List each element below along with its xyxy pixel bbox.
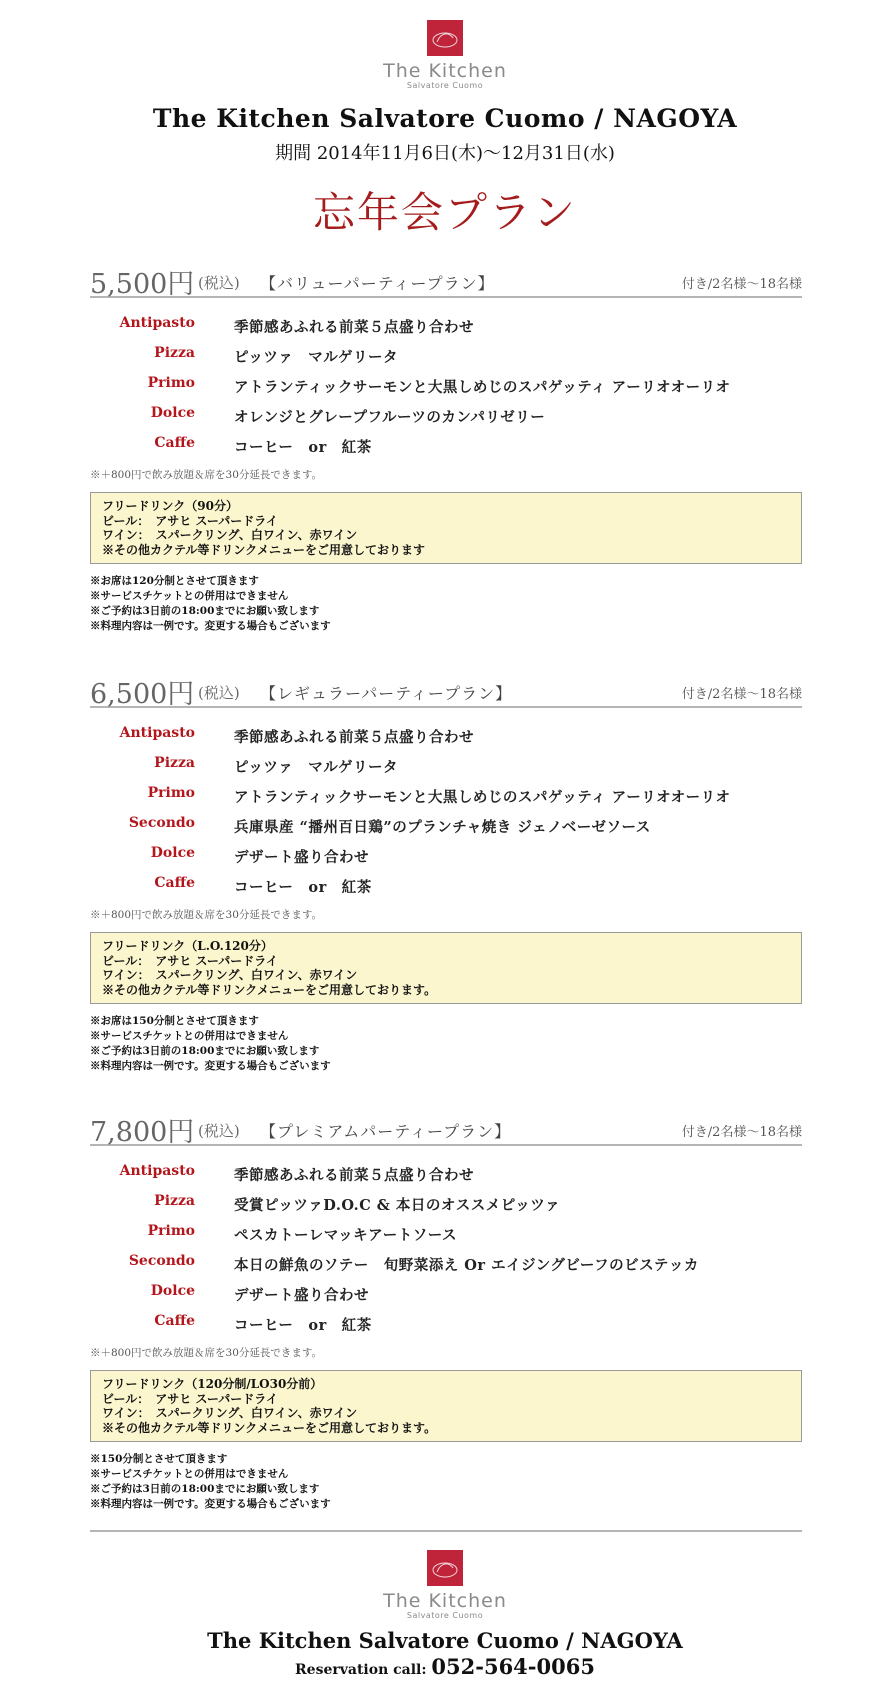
course-dish: アトランティックサーモンと大黒しめじのスパゲッティ アーリオオーリオ [234,379,731,396]
extension-note: ※＋800円で飲み放題＆席を30分延長できます。 [90,909,323,921]
drink-line: フリードリンク（90分） [102,499,238,513]
footer-logo [0,1550,890,1620]
plan-name: 【プレミアムパーティープラン】 [260,1122,512,1141]
logo-brand: The Kitchen [383,1590,507,1612]
plan-header [90,672,802,708]
course-dish: 本日の鮮魚のソテー 旬野菜添え Or エイジングビーフのビステッカ [234,1257,699,1274]
plan-notes [90,574,802,634]
note-line: ※料理内容は一例です。変更する場合もございます [90,620,331,632]
course-dolce [90,839,802,869]
course-dish: コーヒー or 紅茶 [234,439,372,456]
venue-title: The Kitchen Salvatore Cuomo / NAGOYA [152,104,738,133]
plan-price: 5,500円 [90,269,195,300]
course-label: Caffe [154,875,195,891]
extension-note: ※＋800円で飲み放題＆席を30分延長できます。 [90,1347,323,1359]
course-dish: コーヒー or 紅茶 [234,1317,372,1334]
course-label: Antipasto [119,1163,195,1179]
course-dish: ピッツァ マルゲリータ [234,349,398,366]
drink-line: ビール： アサヒ スーパードライ [102,513,278,528]
plan-name: 【バリューパーティープラン】 [260,274,495,293]
drink-line: ワイン： スパークリング、白ワイン、赤ワイン [102,1406,358,1420]
course-label: Caffe [154,435,195,451]
free-drink-box [90,932,802,1004]
course-secondo [90,1247,802,1277]
course-label: Primo [147,375,195,391]
plan-premium [90,1110,802,1512]
plan-guests: 付き/2名様〜18名様 [681,687,802,702]
page-title: 忘年会プラン [312,188,577,237]
course-primo [90,369,802,399]
course-dish: 受賞ピッツァD.O.C & 本日のオススメピッツァ [234,1197,561,1214]
logo-mark-icon [427,1550,463,1586]
note-line: ※サービスチケットとの併用はできません [90,590,289,602]
extension-note: ※＋800円で飲み放題＆席を30分延長できます。 [90,469,323,481]
course-pizza [90,339,802,369]
course-label: Antipasto [119,315,195,331]
call-label: Reservation call: [295,1662,432,1678]
plan-tax: (税込) [198,1122,240,1140]
drink-line: ワイン： スパークリング、白ワイン、赤ワイン [102,528,358,542]
course-pizza [90,1187,802,1217]
logo-mark-icon [427,20,463,56]
course-antipasto [90,309,802,339]
plan-tax: (税込) [198,684,240,702]
course-dish: オレンジとグレープフルーツのカンパリゼリー [234,409,546,426]
drink-line: ※その他カクテル等ドリンクメニューをご用意しております。 [102,1420,437,1435]
note-line: ※ご予約は3日前の18:00までにお願い致します [90,1483,320,1495]
course-secondo [90,809,802,839]
free-drink-box [90,1370,802,1442]
course-label: Pizza [154,1193,195,1209]
course-dish: デザート盛り合わせ [234,849,369,866]
course-dolce [90,1277,802,1307]
plan-guests: 付き/2名様〜18名様 [681,277,802,292]
course-dish: 季節感あふれる前菜５点盛り合わせ [234,729,474,746]
plan-price: 6,500円 [90,679,195,710]
plan-header [90,1110,802,1146]
drink-line: ※その他カクテル等ドリンクメニューをご用意しております [102,542,426,557]
note-line: ※お席は120分制とさせて頂きます [90,575,259,587]
drink-line: フリードリンク（120分制/LO30分前） [102,1377,323,1391]
note-line: ※サービスチケットとの併用はできません [90,1030,289,1042]
course-primo [90,1217,802,1247]
reservation-call [0,1654,890,1679]
course-dish: デザート盛り合わせ [234,1287,369,1304]
drink-line: フリードリンク（L.O.120分） [102,939,273,953]
footer-divider [90,1530,802,1532]
drink-line: ビール： アサヒ スーパードライ [102,953,278,968]
header-logo [0,20,890,90]
course-label: Secondo [128,1253,195,1269]
call-number[interactable]: 052-564-0065 [431,1654,595,1679]
plan-regular [90,672,802,1074]
course-primo [90,779,802,809]
plan-name: 【レギュラーパーティープラン】 [260,684,513,703]
course-dish: アトランティックサーモンと大黒しめじのスパゲッティ アーリオオーリオ [234,789,731,806]
course-label: Pizza [154,755,195,771]
course-label: Dolce [150,1283,195,1299]
footer-venue: The Kitchen Salvatore Cuomo / NAGOYA [207,1628,683,1653]
note-line: ※ご予約は3日前の18:00までにお願い致します [90,605,320,617]
plan-tax: (税込) [198,274,240,292]
course-label: Primo [147,785,195,801]
course-caffe [90,1307,802,1337]
course-label: Antipasto [119,725,195,741]
note-line: ※ご予約は3日前の18:00までにお願い致します [90,1045,320,1057]
plan-notes [90,1014,802,1074]
course-dolce [90,399,802,429]
plan-header [90,262,802,298]
plan-notes [90,1452,802,1512]
course-pizza [90,749,802,779]
course-label: Dolce [150,845,195,861]
course-caffe [90,429,802,459]
course-label: Dolce [150,405,195,421]
note-line: ※サービスチケットとの併用はできません [90,1468,289,1480]
note-line: ※料理内容は一例です。変更する場合もございます [90,1498,331,1510]
logo-brand-sub: Salvatore Cuomo [406,81,484,90]
course-dish: コーヒー or 紅茶 [234,879,372,896]
logo-brand: The Kitchen [383,60,507,82]
course-dish: 兵庫県産 “播州百日鶏”のプランチャ焼き ジェノベーゼソース [234,819,651,836]
course-antipasto [90,719,802,749]
course-caffe [90,869,802,899]
campaign-period: 期間 2014年11月6日(木)〜12月31日(水) [275,143,615,164]
course-dish: ピッツァ マルゲリータ [234,759,398,776]
drink-line: ワイン： スパークリング、白ワイン、赤ワイン [102,968,358,982]
course-antipasto [90,1157,802,1187]
note-line: ※150分制とさせて頂きます [90,1453,228,1465]
course-label: Primo [147,1223,195,1239]
plan-price: 7,800円 [90,1117,195,1148]
plan-guests: 付き/2名様〜18名様 [681,1125,802,1140]
plan-value [90,262,802,634]
course-label: Caffe [154,1313,195,1329]
course-dish: ペスカトーレマッキアートソース [234,1227,457,1244]
drink-line: ※その他カクテル等ドリンクメニューをご用意しております。 [102,982,437,997]
course-label: Pizza [154,345,195,361]
drink-line: ビール： アサヒ スーパードライ [102,1391,278,1406]
course-dish: 季節感あふれる前菜５点盛り合わせ [234,319,474,336]
note-line: ※料理内容は一例です。変更する場合もございます [90,1060,331,1072]
course-dish: 季節感あふれる前菜５点盛り合わせ [234,1167,474,1184]
course-label: Secondo [128,815,195,831]
free-drink-box [90,492,802,564]
note-line: ※お席は150分制とさせて頂きます [90,1015,259,1027]
logo-brand-sub: Salvatore Cuomo [406,1611,484,1620]
